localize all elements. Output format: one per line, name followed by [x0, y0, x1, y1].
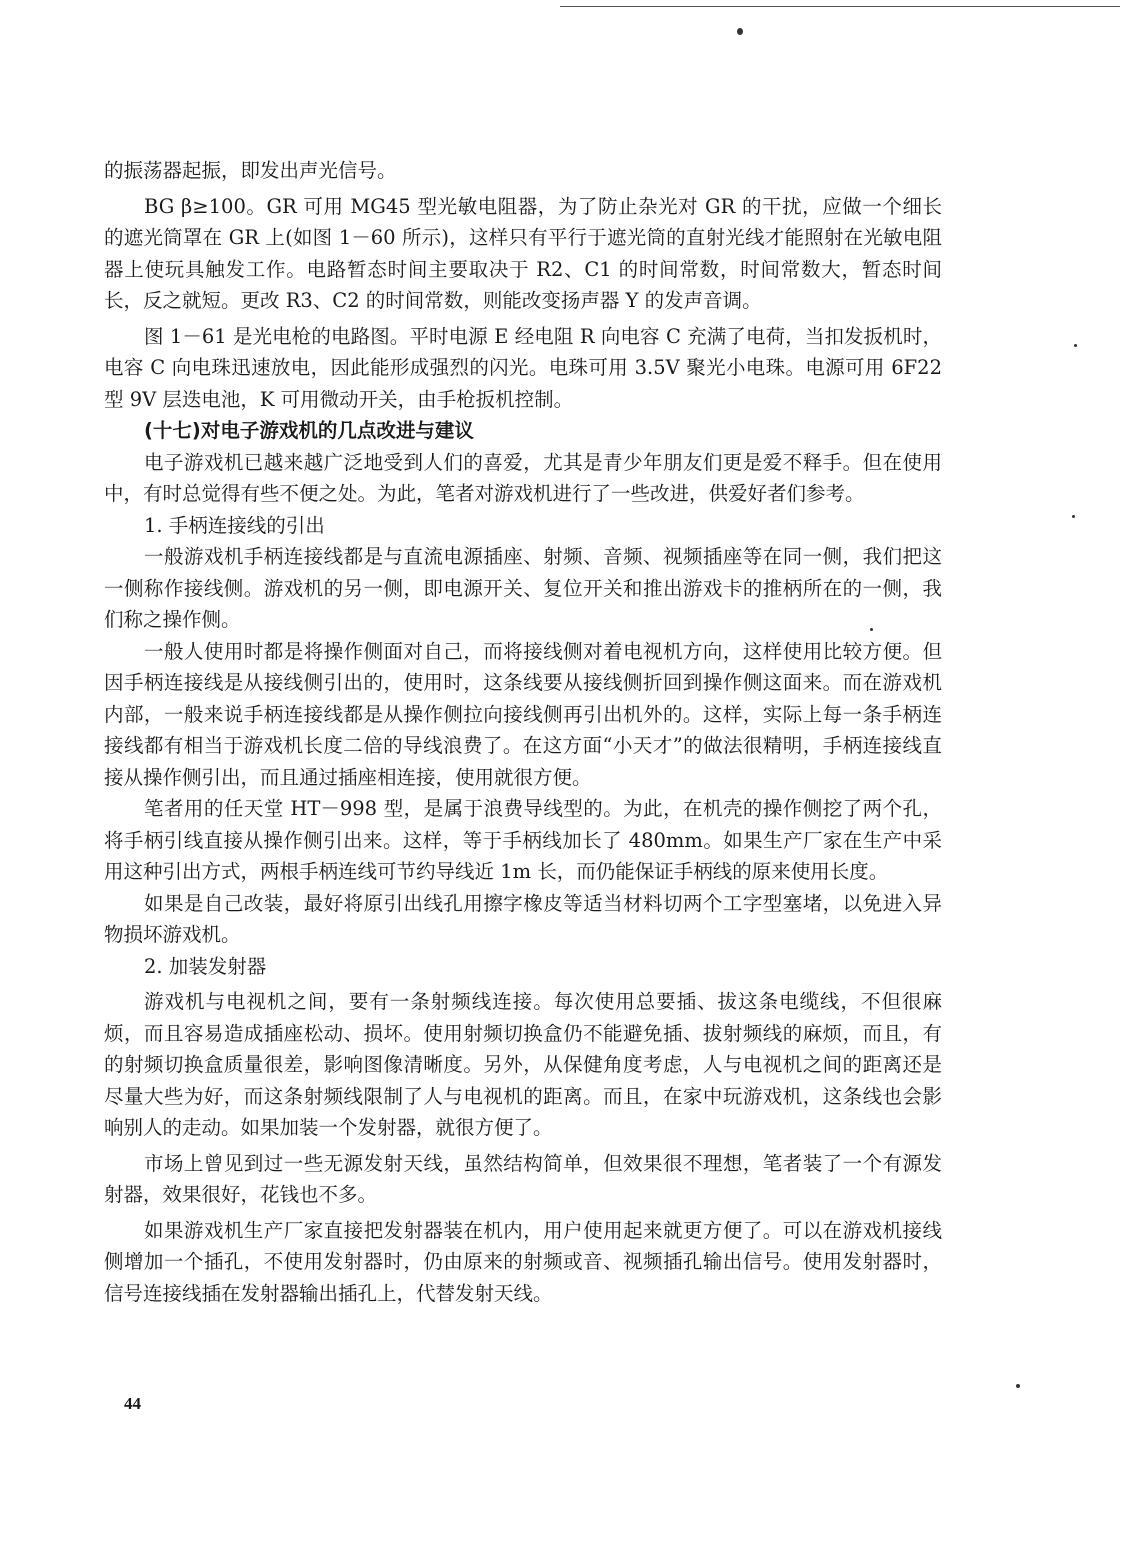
paragraph: 笔者用的任天堂 HT－998 型，是属于浪费导线型的。为此，在机壳的操作侧挖了两个孔，将手柄引线直接从操作侧引出来。这样，等于手柄线加长了 480mm。如果生产厂家在生产中采用这种引出方式，两根手柄连线可节约导线近 1m 长，而仍能保证手柄线的原来使用长度。: [104, 797, 942, 883]
paragraph: 一般人使用时都是将操作侧面对自己，而将接线侧对着电视机方向，这样使用比较方便。但因手柄连接线是从接线侧引出的，使用时，这条线要从接线侧折回到操作侧这面来。而在游戏机内部，一般来说手柄连接线都是从操作侧拉向接线侧再引出机外的。这样，实际上每一条手柄连接线都有相当于游戏机长度二倍的导线浪费了。在这方面“小天才”的做法很精明，手柄连接线直接从操作侧引出，而且通过插座相连接，使用就很方便。: [104, 639, 942, 789]
paragraph: BG β≥100。GR 可用 MG45 型光敏电阻器，为了防止杂光对 GR 的干扰，应做一个细长的遮光筒罩在 GR 上(如图 1－60 所示)，这样只有平行于遮光筒的直射光线才能照射在光敏电阻器上使玩具触发工作。电路暂态时间主要取决于 R2、C1 的时间常数，时间常数大，暂态时间长，反之就短。更改 R3、C2 的时间常数，则能改变扬声器 Y 的发声音调。: [104, 194, 942, 312]
page-body: [104, 155, 942, 1309]
paragraph: 的振荡器起振，即发出声光信号。: [104, 159, 397, 182]
scan-speck: [1074, 344, 1077, 347]
page-number: 44: [124, 1394, 141, 1413]
paragraph: 图 1－61 是光电枪的电路图。平时电源 E 经电阻 R 向电容 C 充满了电荷，当扣发扳机时，电容 C 向电珠迅速放电，因此能形成强烈的闪光。电珠可用 3.5V 聚光小电珠。电源可用 6F22 型 9V 层迭电池，K 可用微动开关，由手枪扳机控制。: [104, 324, 942, 411]
scan-speck: [1072, 515, 1075, 518]
scan-speck: [737, 28, 743, 35]
paragraph: 一般游戏机手柄连接线都是与直流电源插座、射频、音频、视频插座等在同一侧，我们把这一侧称作接线侧。游戏机的另一侧，即电源开关、复位开关和推出游戏卡的推柄所在的一侧，我们称之操作侧。: [104, 545, 942, 631]
scan-top-rule: [560, 6, 1120, 7]
paragraph: 2. 加装发射器: [144, 954, 267, 978]
section-heading: (十七)对电子游戏机的几点改进与建议: [144, 419, 474, 442]
paragraph: 1. 手柄连接线的引出: [144, 513, 325, 537]
paragraph: 如果游戏机生产厂家直接把发射器装在机内，用户使用起来就更方便了。可以在游戏机接线侧增加一个插孔，不使用发射器时，仍由原来的射频或音、视频插孔输出信号。使用发射器时，信号连接线插在发射器输出插孔上，代替发射天线。: [104, 1218, 942, 1305]
paragraph: 游戏机与电视机之间，要有一条射频线连接。每次使用总要插、拔这条电缆线，不但很麻烦，而且容易造成插座松动、损坏。使用射频切换盒仍不能避免插、拔射频线的麻烦，而且，有的射频切换盒质量很差，影响图像清晰度。另外，从保健角度考虑，人与电视机之间的距离还是尽量大些为好，而这条射频线限制了人与电视机的距离。而且，在家中玩游戏机，这条线也会影响别人的走动。如果加装一个发射器，就很方便了。: [104, 990, 942, 1139]
paragraph: 电子游戏机已越来越广泛地受到人们的喜爱，尤其是青少年朋友们更是爱不释手。但在使用中，有时总觉得有些不便之处。为此，笔者对游戏机进行了一些改进，供爱好者们参考。: [104, 450, 942, 505]
paragraph: 如果是自己改装，最好将原引出线孔用擦字橡皮等适当材料切两个工字型塞堵，以免进入异物损坏游戏机。: [104, 891, 942, 946]
paragraph: 市场上曾见到过一些无源发射天线，虽然结构简单，但效果很不理想，笔者装了一个有源发射器，效果很好，花钱也不多。: [104, 1151, 942, 1206]
scan-speck: [1016, 1384, 1020, 1388]
